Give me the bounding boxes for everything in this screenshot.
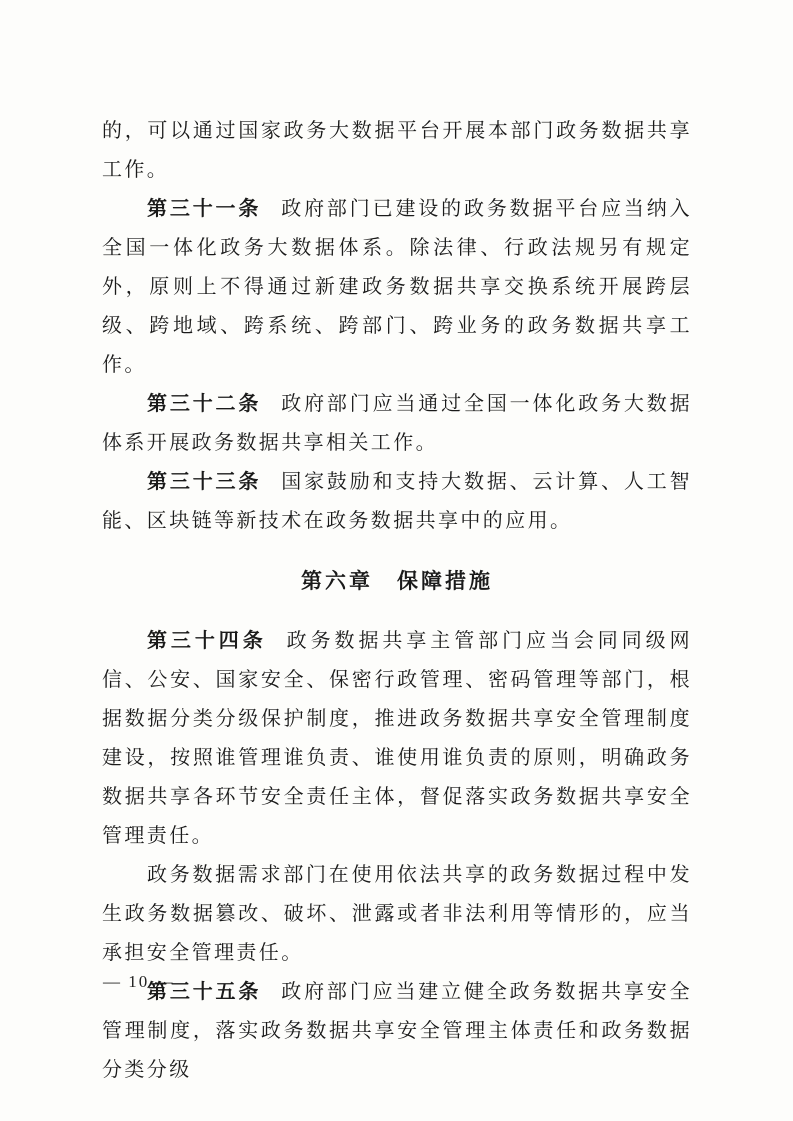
article-paragraph-32	[102, 385, 692, 463]
continuation-paragraph	[102, 112, 692, 190]
article-text: 国家鼓励和支持大数据、云计算、人工智能、区块链等新技术在政务数据共享中的应用。	[102, 471, 693, 532]
document-body	[102, 112, 692, 1090]
article-text: 政府部门应当建立健全政务数据共享安全管理制度，落实政务数据共享安全管理主体责任和政务数据分类分级	[102, 981, 693, 1081]
paragraph-text: 政务数据需求部门在使用依法共享的政务数据过程中发生政务数据篡改、破坏、泄露或者非法利用等情形的，应当承担安全管理责任。	[102, 864, 692, 964]
article-number: 第三十三条	[147, 471, 262, 493]
article-paragraph-31	[102, 190, 692, 385]
paragraph-text: 的，可以通过国家政务大数据平台开展本部门政务数据共享工作。	[102, 120, 692, 181]
page-number: — 10 —	[103, 972, 175, 991]
article-number: 第三十二条	[147, 393, 262, 415]
article-text: 政府部门应当通过全国一体化政务大数据体系开展政务数据共享相关工作。	[102, 393, 693, 454]
article-number: 第三十四条	[147, 630, 267, 652]
article-paragraph-33	[102, 463, 692, 541]
article-text: 政务数据共享主管部门应当会同同级网信、公安、国家安全、保密行政管理、密码管理等部门，根据数据分类分级保护制度，推进政务数据共享安全管理制度建设，按照谁管理谁负责、谁使用谁负责的原则，明确政务数据共享各环节安全责任主体，督促落实政务数据共享安全管理责任。	[102, 630, 692, 847]
chapter-heading: 第六章 保障措施	[301, 569, 493, 593]
article-paragraph-34	[102, 622, 692, 856]
article-number: 第三十一条	[147, 198, 262, 220]
body-paragraph	[102, 856, 692, 973]
article-number: 第三十五条	[147, 981, 262, 1003]
article-text: 政府部门已建设的政务数据平台应当纳入全国一体化政务大数据体系。除法律、行政法规另有规定外，原则上不得通过新建政务数据共享交换系统开展跨层级、跨地域、跨系统、跨部门、跨业务的政务数据共享工作。	[102, 198, 693, 376]
article-paragraph-35	[102, 973, 692, 1090]
